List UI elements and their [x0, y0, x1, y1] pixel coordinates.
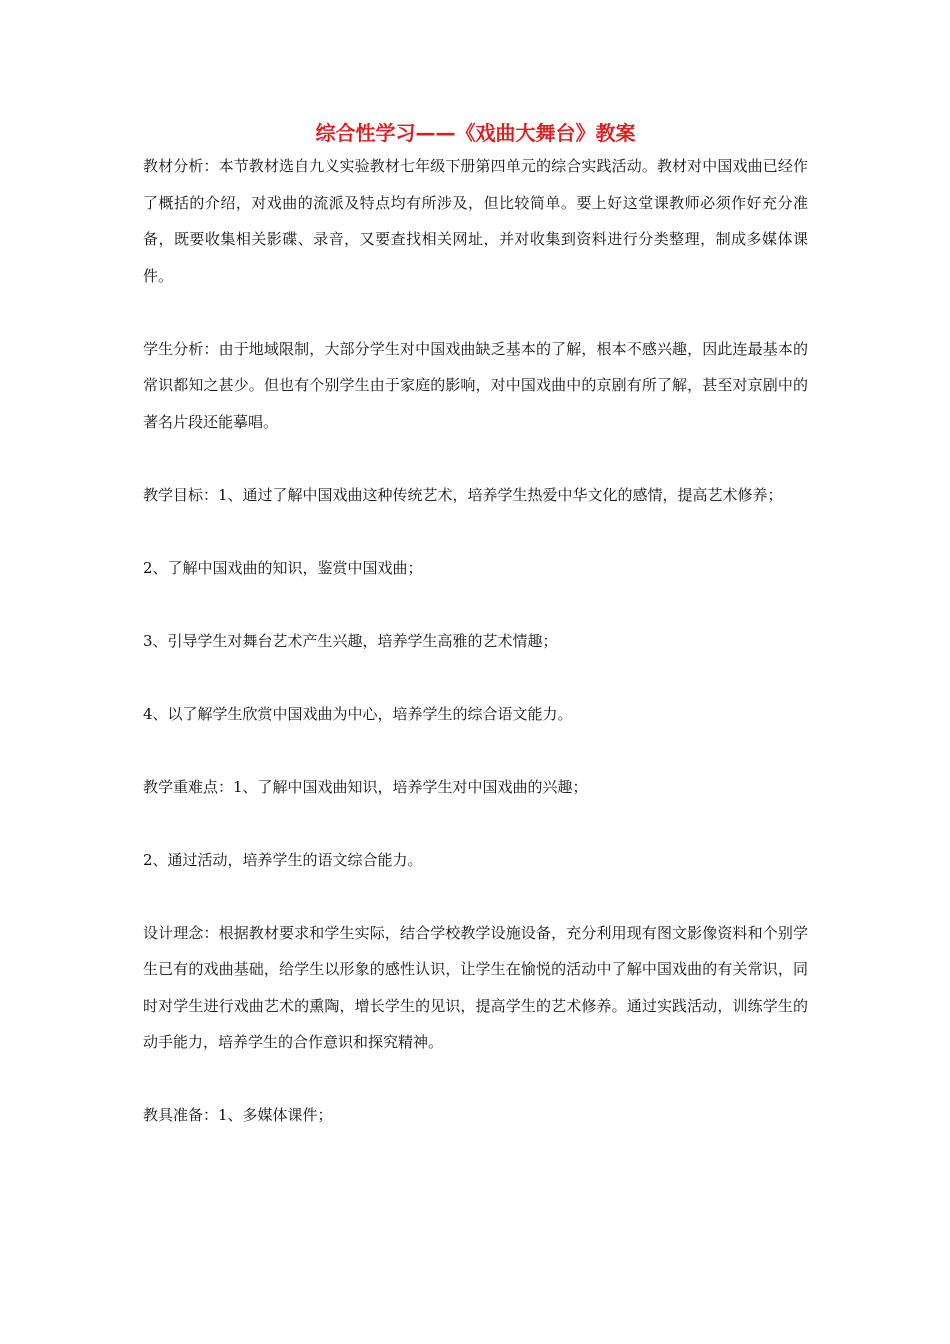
paragraph-design-concept: 设计理念：根据教材要求和学生实际，结合学校教学设施设备，充分利用现有图文影像资料和个别学生已有的戏曲基础，给学生以形象的感性认识，让学生在愉悦的活动中了解中国戏曲的有关常识，同时对学生进行戏曲艺术的熏陶，增长学生的见识，提高学生的艺术修养。通过实践活动，训练学生的动手能力，培养学生的合作意识和探究精神。	[143, 923, 808, 1051]
paragraph-gap	[143, 513, 808, 550]
paragraph-goal-3: 3、引导学生对舞台艺术产生兴趣，培养学生高雅的艺术情趣；	[143, 631, 558, 650]
paragraph-gap	[143, 659, 808, 696]
paragraph-gap	[143, 1061, 808, 1098]
paragraph-gap	[143, 732, 808, 769]
paragraph-student-analysis: 学生分析：由于地域限制，大部分学生对中国戏曲缺乏基本的了解，根本不感兴趣，因此连最基本的常识都知之甚少。但也有个别学生由于家庭的影响，对中国戏曲中的京剧有所了解，甚至对京剧中的著名片段还能摹唱。	[143, 339, 808, 431]
paragraph-gap	[143, 294, 808, 331]
document-title: 综合性学习——《戏曲大舞台》教案	[315, 121, 636, 145]
paragraph-gap	[143, 586, 808, 623]
paragraph-gap	[143, 440, 808, 477]
paragraph-key-points: 教学重难点：1、了解中国戏曲知识，培养学生对中国戏曲的兴趣；	[143, 777, 588, 796]
paragraph-textbook-analysis: 教材分析：本节教材选自九义实验教材七年级下册第四单元的综合实践活动。教材对中国戏曲已经作了概括的介绍，对戏曲的流派及特点均有所涉及，但比较简单。要上好这堂课教师必须作好充分准备，既要收集相关影碟、录音，又要查找相关网址，并对收集到资料进行分类整理，制成多媒体课件。	[143, 157, 808, 285]
paragraph-teaching-aids: 教具准备：1、多媒体课件；	[143, 1106, 333, 1124]
paragraph-key-point-2: 2、通过活动，培养学生的语文综合能力。	[143, 850, 423, 869]
paragraph-gap	[143, 878, 808, 915]
paragraph-gap	[143, 805, 808, 842]
paragraph-teaching-goals: 教学目标：1、通过了解中国戏曲这种传统艺术，培养学生热爱中华文化的感情，提高艺术修养；	[143, 485, 783, 504]
paragraph-goal-2: 2、了解中国戏曲的知识，鉴赏中国戏曲；	[143, 558, 423, 577]
paragraph-goal-4: 4、以了解学生欣赏中国戏曲为中心，培养学生的综合语文能力。	[143, 704, 573, 723]
